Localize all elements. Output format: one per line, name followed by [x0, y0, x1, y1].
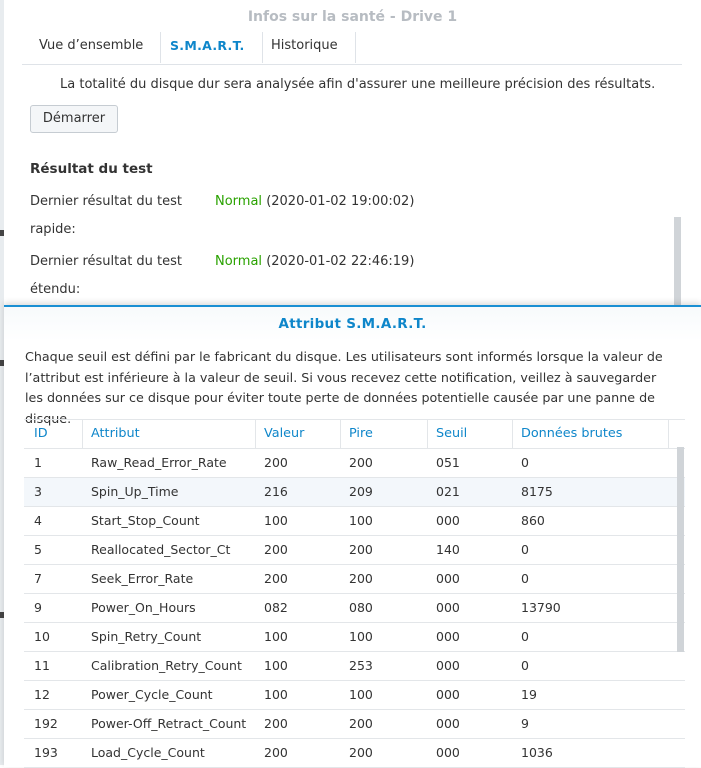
- cell-value: 200: [264, 542, 288, 557]
- table-row[interactable]: [24, 536, 685, 565]
- column-header-threshold[interactable]: Seuil: [436, 426, 468, 441]
- cell-threshold: 140: [436, 542, 460, 557]
- column-divider: [427, 420, 428, 448]
- cell-id: 1: [34, 455, 42, 470]
- cell-threshold: 000: [436, 629, 460, 644]
- table-row[interactable]: [24, 565, 685, 594]
- quick-test-result: [215, 188, 414, 216]
- tab-smart[interactable]: S.M.A.R.T.: [153, 32, 263, 63]
- cell-id: 7: [34, 571, 42, 586]
- cell-raw-data: 0: [521, 571, 529, 586]
- table-row[interactable]: [24, 623, 685, 652]
- cell-threshold: 000: [436, 745, 460, 760]
- cell-threshold: 000: [436, 658, 460, 673]
- column-header-worst[interactable]: Pire: [349, 426, 373, 441]
- cell-id: 193: [34, 745, 58, 760]
- cell-id: 12: [34, 687, 50, 702]
- cell-attribute: Raw_Read_Error_Rate: [91, 455, 227, 470]
- cell-id: 4: [34, 513, 42, 528]
- extended-test-result: [215, 248, 414, 276]
- cell-value: 216: [264, 484, 288, 499]
- cell-value: 200: [264, 745, 288, 760]
- cell-threshold: 000: [436, 571, 460, 586]
- table-row[interactable]: [24, 449, 685, 478]
- cell-attribute: Power_Cycle_Count: [91, 687, 213, 702]
- cell-worst: 100: [349, 629, 373, 644]
- smart-attribute-table: [24, 419, 685, 768]
- column-header-value[interactable]: Valeur: [264, 426, 305, 441]
- column-header-raw-data[interactable]: Données brutes: [521, 426, 623, 441]
- extended-test-status: Normal: [215, 254, 263, 269]
- cell-worst: 080: [349, 600, 373, 615]
- quick-test-label-line2: rapide:: [30, 222, 76, 237]
- cell-raw-data: 0: [521, 629, 529, 644]
- cell-worst: 200: [349, 745, 373, 760]
- cell-raw-data: 1036: [521, 745, 553, 760]
- cell-raw-data: 0: [521, 542, 529, 557]
- table-row[interactable]: [24, 652, 685, 681]
- column-divider: [82, 420, 83, 448]
- cell-attribute: Spin_Up_Time: [91, 484, 179, 499]
- quick-test-label-line1: Dernier résultat du test: [30, 194, 183, 209]
- cell-attribute: Reallocated_Sector_Ct: [91, 542, 231, 557]
- column-divider: [512, 420, 513, 448]
- cell-attribute: Calibration_Retry_Count: [91, 658, 242, 673]
- cell-attribute: Load_Cycle_Count: [91, 745, 205, 760]
- quick-test-timestamp: (2020-01-02 19:00:02): [266, 194, 415, 209]
- cell-threshold: 000: [436, 513, 460, 528]
- cell-id: 192: [34, 716, 58, 731]
- cell-worst: 200: [349, 571, 373, 586]
- dialog-title: Attribut S.M.A.R.T.: [4, 307, 701, 341]
- cell-value: 100: [264, 513, 288, 528]
- cell-value: 100: [264, 658, 288, 673]
- cell-raw-data: 0: [521, 658, 529, 673]
- cell-value: 100: [264, 687, 288, 702]
- cell-threshold: 051: [436, 455, 460, 470]
- cell-threshold: 021: [436, 484, 460, 499]
- table-row[interactable]: [24, 739, 685, 768]
- cell-attribute: Seek_Error_Rate: [91, 571, 194, 586]
- cell-raw-data: 19: [521, 687, 537, 702]
- column-header-attribute[interactable]: Attribut: [91, 426, 140, 441]
- extended-test-label-line2: étendu:: [30, 282, 81, 297]
- scrollbar-thumb[interactable]: [674, 217, 681, 309]
- cell-worst: 200: [349, 455, 373, 470]
- column-header-id[interactable]: ID: [34, 426, 48, 441]
- tab-overview[interactable]: Vue d’ensemble: [22, 32, 161, 63]
- cell-attribute: Power_On_Hours: [91, 600, 196, 615]
- column-divider: [255, 420, 256, 448]
- cell-worst: 100: [349, 687, 373, 702]
- table-row[interactable]: [24, 681, 685, 710]
- cell-worst: 100: [349, 513, 373, 528]
- cell-worst: 200: [349, 542, 373, 557]
- table-row[interactable]: [24, 710, 685, 739]
- cell-raw-data: 8175: [521, 484, 553, 499]
- table-row[interactable]: [24, 594, 685, 623]
- quick-test-label: [30, 188, 200, 244]
- cell-worst: 253: [349, 658, 373, 673]
- cell-raw-data: 860: [521, 513, 545, 528]
- cell-attribute: Start_Stop_Count: [91, 513, 200, 528]
- extended-test-label: [30, 248, 200, 304]
- cell-threshold: 000: [436, 600, 460, 615]
- cell-id: 5: [34, 542, 42, 557]
- cell-worst: 200: [349, 716, 373, 731]
- cell-value: 082: [264, 600, 288, 615]
- cell-id: 9: [34, 600, 42, 615]
- cell-raw-data: 13790: [521, 600, 561, 615]
- table-row[interactable]: [24, 507, 685, 536]
- start-test-button[interactable]: Démarrer: [30, 105, 118, 133]
- cell-raw-data: 9: [521, 716, 529, 731]
- extended-test-label-line1: Dernier résultat du test: [30, 254, 183, 269]
- smart-attribute-dialog: [4, 305, 701, 767]
- cell-threshold: 000: [436, 716, 460, 731]
- scrollbar-thumb[interactable]: [677, 447, 684, 652]
- cell-attribute: Power-Off_Retract_Count: [91, 716, 247, 731]
- health-info-dialog: [4, 0, 701, 320]
- cell-value: 200: [264, 716, 288, 731]
- column-divider: [668, 420, 669, 448]
- table-row[interactable]: [24, 478, 685, 507]
- cell-value: 200: [264, 455, 288, 470]
- table-body: [24, 449, 685, 768]
- dialog-title: Infos sur la santé - Drive 1: [247, 9, 458, 25]
- quick-test-status: Normal: [215, 194, 263, 209]
- test-result-heading: Résultat du test: [30, 161, 153, 177]
- table-header: [24, 419, 685, 449]
- cell-worst: 209: [349, 484, 373, 499]
- cell-threshold: 000: [436, 687, 460, 702]
- tab-bar: [22, 32, 682, 65]
- analysis-note: La totalité du disque dur sera analysée afin d'assurer une meilleure précision des résultats.: [60, 77, 656, 92]
- column-divider: [340, 420, 341, 448]
- cell-value: 200: [264, 571, 288, 586]
- cell-attribute: Spin_Retry_Count: [91, 629, 202, 644]
- extended-test-timestamp: (2020-01-02 22:46:19): [266, 254, 415, 269]
- cell-raw-data: 0: [521, 455, 529, 470]
- cell-value: 100: [264, 629, 288, 644]
- cell-id: 3: [34, 484, 42, 499]
- cell-id: 10: [34, 629, 50, 644]
- threshold-description: Chaque seuil est défini par le fabricant du disque. Les utilisateurs sont informés lorsque la valeur de l’attribut est inférieure à la valeur de seuil. Si vous recevez cette notification, veillez à sauvegarder les données sur ce disque pour éviter toute perte de données potentielle causée par une panne de disque.: [25, 349, 663, 426]
- tab-history[interactable]: Historique: [254, 32, 356, 63]
- cell-id: 11: [34, 658, 50, 673]
